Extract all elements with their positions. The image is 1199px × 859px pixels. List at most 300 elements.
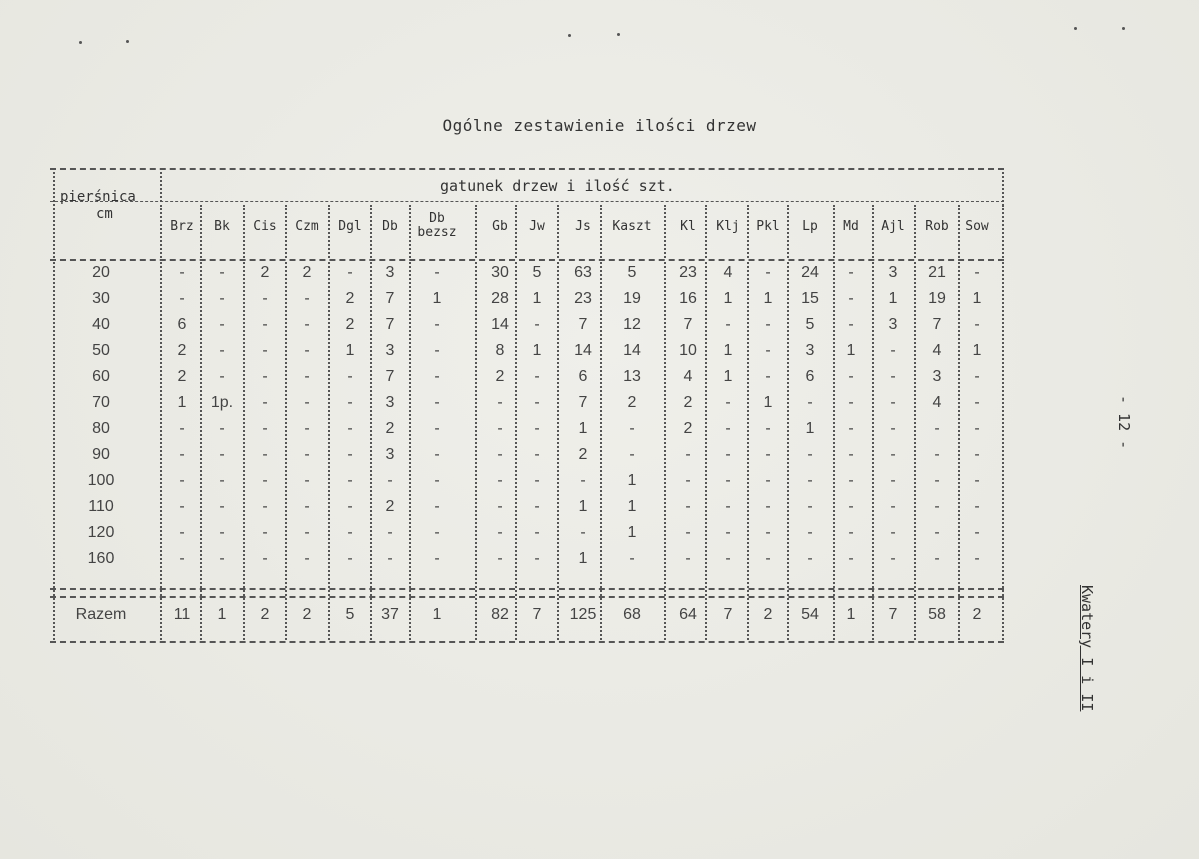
speck — [617, 33, 620, 36]
table-cell: 2 — [302, 264, 312, 281]
table-cell: 7 — [683, 316, 693, 333]
table-cell: - — [580, 524, 586, 541]
table-cell: 2 — [345, 290, 355, 307]
table-divider — [475, 262, 477, 640]
table-cell: 1p. — [210, 394, 234, 411]
table-cell: 19 — [928, 290, 946, 307]
table-cell: - — [934, 420, 940, 437]
table-cell: - — [179, 472, 185, 489]
table-cell: 1 — [578, 498, 588, 515]
table-cell: 14 — [491, 316, 509, 333]
table-cell: 5 — [627, 264, 637, 281]
column-label-diameter: pierśnica — [60, 189, 136, 205]
table-cell: 1 — [972, 342, 982, 359]
table-cell: - — [497, 472, 503, 489]
row-label: 160 — [87, 550, 115, 567]
table-rule — [50, 201, 1004, 202]
table-cell: - — [890, 342, 896, 359]
table-cell: 1 — [177, 394, 187, 411]
table-cell: 23 — [679, 264, 697, 281]
page-number: - 12 - — [1115, 395, 1133, 450]
table-cell: - — [434, 420, 440, 437]
total-cell: 37 — [381, 606, 399, 623]
table-cell: - — [974, 264, 980, 281]
table-cell: - — [179, 524, 185, 541]
total-label: Razem — [75, 606, 127, 623]
total-cell: 1 — [432, 606, 442, 623]
table-cell: - — [434, 446, 440, 463]
table-cell: - — [890, 550, 896, 567]
table-cell: - — [179, 290, 185, 307]
table-cell: - — [725, 550, 731, 567]
row-label: 50 — [92, 342, 110, 359]
total-cell: 1 — [846, 606, 856, 623]
total-cell: 2 — [763, 606, 773, 623]
table-cell: 7 — [932, 316, 942, 333]
table-cell: - — [890, 420, 896, 437]
table-cell: - — [497, 524, 503, 541]
table-cell: - — [262, 472, 268, 489]
table-cell: - — [534, 316, 540, 333]
table-cell: - — [848, 264, 854, 281]
table-cell: - — [807, 498, 813, 515]
table-cell: 2 — [385, 498, 395, 515]
table-cell: - — [347, 498, 353, 515]
table-cell: - — [434, 550, 440, 567]
table-cell: - — [725, 472, 731, 489]
table-cell: 7 — [578, 316, 588, 333]
table-cell: - — [179, 264, 185, 281]
table-cell: 3 — [385, 394, 395, 411]
table-divider — [664, 262, 666, 640]
table-cell: 3 — [888, 316, 898, 333]
table-cell: - — [974, 368, 980, 385]
table-divider — [160, 172, 162, 202]
table-cell: - — [534, 524, 540, 541]
table-cell: - — [497, 446, 503, 463]
table-cell: - — [974, 472, 980, 489]
table-cell: - — [580, 472, 586, 489]
species-header: Jw — [529, 219, 545, 234]
table-cell: - — [725, 498, 731, 515]
table-cell: 4 — [723, 264, 733, 281]
table-cell: - — [347, 420, 353, 437]
table-cell: 3 — [888, 264, 898, 281]
table-divider — [53, 172, 55, 258]
table-cell: - — [219, 368, 225, 385]
table-cell: - — [890, 472, 896, 489]
table-cell: 3 — [385, 264, 395, 281]
species-header: Rob — [925, 219, 949, 234]
table-cell: - — [179, 446, 185, 463]
table-cell: - — [629, 446, 635, 463]
table-cell: - — [347, 472, 353, 489]
table-cell: - — [848, 498, 854, 515]
row-label: 100 — [87, 472, 115, 489]
table-cell: 13 — [623, 368, 641, 385]
table-cell: 1 — [627, 472, 637, 489]
table-cell: - — [179, 420, 185, 437]
table-cell: - — [848, 316, 854, 333]
table-cell: 14 — [623, 342, 641, 359]
table-cell: 16 — [679, 290, 697, 307]
table-cell: - — [534, 472, 540, 489]
table-rule — [50, 588, 1004, 590]
species-group-label: gatunek drzew i ilość szt. — [440, 177, 675, 195]
table-cell: 21 — [928, 264, 946, 281]
table-cell: - — [765, 498, 771, 515]
table-cell: - — [262, 498, 268, 515]
species-header: Klj — [716, 219, 740, 234]
table-cell: - — [219, 472, 225, 489]
table-cell: - — [765, 550, 771, 567]
table-cell: - — [497, 394, 503, 411]
table-cell: - — [497, 550, 503, 567]
table-cell: - — [934, 524, 940, 541]
table-cell: 63 — [574, 264, 592, 281]
table-cell: 7 — [578, 394, 588, 411]
row-label: 80 — [92, 420, 110, 437]
table-cell: - — [434, 524, 440, 541]
table-cell: 1 — [627, 524, 637, 541]
table-cell: - — [765, 316, 771, 333]
table-cell: 2 — [177, 342, 187, 359]
total-cell: 2 — [302, 606, 312, 623]
table-cell: - — [848, 290, 854, 307]
table-cell: 2 — [260, 264, 270, 281]
table-cell: 1 — [723, 342, 733, 359]
table-cell: - — [347, 550, 353, 567]
table-cell: 2 — [495, 368, 505, 385]
row-label: 30 — [92, 290, 110, 307]
table-cell: - — [685, 446, 691, 463]
table-cell: - — [848, 524, 854, 541]
table-cell: 2 — [627, 394, 637, 411]
table-cell: 6 — [177, 316, 187, 333]
table-cell: - — [765, 420, 771, 437]
table-cell: - — [262, 550, 268, 567]
table-cell: 1 — [532, 290, 542, 307]
table-cell: - — [347, 394, 353, 411]
species-header: Sow — [965, 219, 989, 234]
speck — [79, 41, 82, 44]
table-cell: - — [725, 446, 731, 463]
species-header: Bk — [214, 219, 230, 234]
table-cell: - — [219, 446, 225, 463]
table-cell: 14 — [574, 342, 592, 359]
total-cell: 125 — [569, 606, 597, 623]
total-cell: 7 — [723, 606, 733, 623]
table-cell: - — [347, 264, 353, 281]
table-cell: - — [304, 290, 310, 307]
total-cell: 54 — [801, 606, 819, 623]
table-cell: - — [974, 446, 980, 463]
table-cell: - — [262, 394, 268, 411]
row-label: 20 — [92, 264, 110, 281]
table-cell: - — [219, 264, 225, 281]
table-cell: - — [219, 420, 225, 437]
species-header: Lp — [802, 219, 818, 234]
table-cell: - — [434, 368, 440, 385]
species-header: Kaszt — [612, 219, 652, 234]
row-label: 70 — [92, 394, 110, 411]
table-cell: - — [347, 446, 353, 463]
table-cell: - — [765, 524, 771, 541]
table-cell: 15 — [801, 290, 819, 307]
table-cell: - — [387, 550, 393, 567]
table-cell: 4 — [932, 342, 942, 359]
speck — [1122, 27, 1125, 30]
table-cell: - — [848, 472, 854, 489]
table-cell: - — [304, 342, 310, 359]
table-cell: - — [219, 498, 225, 515]
table-cell: 2 — [385, 420, 395, 437]
table-cell: - — [304, 472, 310, 489]
table-cell: - — [890, 446, 896, 463]
table-cell: - — [685, 550, 691, 567]
table-cell: - — [685, 498, 691, 515]
table-cell: 1 — [532, 342, 542, 359]
side-label: Kwatery I i II — [1078, 585, 1096, 712]
table-cell: - — [219, 524, 225, 541]
table-cell: 2 — [683, 394, 693, 411]
table-cell: - — [304, 446, 310, 463]
table-cell: - — [219, 550, 225, 567]
table-cell: - — [934, 498, 940, 515]
table-cell: - — [534, 394, 540, 411]
table-cell: - — [434, 264, 440, 281]
table-cell: 19 — [623, 290, 641, 307]
table-cell: 7 — [385, 368, 395, 385]
total-cell: 7 — [888, 606, 898, 623]
table-cell: - — [304, 316, 310, 333]
table-cell: 6 — [805, 368, 815, 385]
table-cell: 1 — [345, 342, 355, 359]
speck — [126, 40, 129, 43]
row-label: 90 — [92, 446, 110, 463]
table-cell: 1 — [578, 420, 588, 437]
table-cell: 6 — [578, 368, 588, 385]
table-cell: - — [807, 472, 813, 489]
table-cell: - — [434, 472, 440, 489]
table-cell: - — [534, 420, 540, 437]
table-cell: 23 — [574, 290, 592, 307]
table-cell: 5 — [805, 316, 815, 333]
table-cell: - — [179, 498, 185, 515]
species-header: Czm — [295, 219, 319, 234]
table-cell: 7 — [385, 290, 395, 307]
table-cell: - — [534, 550, 540, 567]
table-cell: - — [848, 446, 854, 463]
total-cell: 11 — [173, 606, 191, 623]
table-cell: - — [629, 420, 635, 437]
table-cell: - — [497, 420, 503, 437]
species-header: Db — [382, 219, 398, 234]
table-cell: 5 — [532, 264, 542, 281]
speck — [1074, 27, 1077, 30]
table-cell: - — [262, 524, 268, 541]
species-header: Brz — [170, 219, 194, 234]
table-cell: - — [304, 394, 310, 411]
table-cell: 1 — [627, 498, 637, 515]
table-cell: - — [890, 394, 896, 411]
total-cell: 2 — [972, 606, 982, 623]
species-header: Db bezsz — [417, 211, 457, 240]
total-cell: 1 — [217, 606, 227, 623]
table-cell: - — [434, 498, 440, 515]
table-cell: 2 — [345, 316, 355, 333]
table-rule — [50, 168, 1004, 170]
table-rule — [50, 259, 1004, 261]
table-cell: - — [725, 524, 731, 541]
table-cell: 8 — [495, 342, 505, 359]
table-cell: 7 — [385, 316, 395, 333]
table-cell: 2 — [578, 446, 588, 463]
table-cell: - — [974, 316, 980, 333]
table-cell: - — [934, 550, 940, 567]
table-cell: - — [974, 550, 980, 567]
table-cell: - — [807, 550, 813, 567]
table-cell: - — [434, 316, 440, 333]
table-cell: 1 — [723, 368, 733, 385]
table-cell: - — [890, 368, 896, 385]
table-cell: - — [262, 420, 268, 437]
table-cell: 1 — [763, 290, 773, 307]
table-cell: 1 — [846, 342, 856, 359]
table-cell: 1 — [723, 290, 733, 307]
total-cell: 68 — [623, 606, 641, 623]
table-cell: 1 — [805, 420, 815, 437]
table-cell: - — [497, 498, 503, 515]
table-cell: - — [534, 446, 540, 463]
table-cell: - — [848, 420, 854, 437]
table-divider — [1002, 205, 1004, 258]
table-cell: - — [848, 550, 854, 567]
page-title: Ogólne zestawienie ilości drzew — [442, 116, 757, 135]
table-cell: 1 — [578, 550, 588, 567]
table-cell: - — [304, 368, 310, 385]
total-cell: 7 — [532, 606, 542, 623]
species-header: Dgl — [338, 219, 362, 234]
table-cell: - — [725, 394, 731, 411]
total-cell: 2 — [260, 606, 270, 623]
table-cell: - — [219, 290, 225, 307]
table-cell: 30 — [491, 264, 509, 281]
species-header: Pkl — [756, 219, 780, 234]
table-divider — [53, 262, 55, 640]
table-cell: - — [534, 368, 540, 385]
table-cell: - — [725, 420, 731, 437]
row-label: 60 — [92, 368, 110, 385]
row-label: 110 — [88, 498, 114, 515]
table-cell: 12 — [623, 316, 641, 333]
table-cell: - — [434, 342, 440, 359]
table-cell: - — [304, 498, 310, 515]
table-cell: - — [262, 446, 268, 463]
table-cell: - — [848, 394, 854, 411]
table-cell: - — [179, 550, 185, 567]
table-cell: - — [725, 316, 731, 333]
table-cell: - — [765, 264, 771, 281]
table-cell: 4 — [932, 394, 942, 411]
row-label: 120 — [87, 524, 115, 541]
table-rule — [50, 641, 1004, 643]
table-cell: - — [807, 524, 813, 541]
table-cell: 1 — [763, 394, 773, 411]
table-cell: - — [262, 342, 268, 359]
table-cell: - — [219, 342, 225, 359]
species-header: Ajl — [881, 219, 905, 234]
table-divider — [914, 262, 916, 640]
table-cell: - — [974, 524, 980, 541]
table-cell: 2 — [683, 420, 693, 437]
table-cell: 1 — [432, 290, 442, 307]
species-header: Gb — [492, 219, 508, 234]
table-cell: 1 — [888, 290, 898, 307]
table-cell: - — [890, 498, 896, 515]
table-cell: - — [534, 498, 540, 515]
table-cell: - — [974, 420, 980, 437]
table-cell: 3 — [805, 342, 815, 359]
species-header: Js — [575, 219, 591, 234]
table-divider — [1002, 262, 1004, 640]
table-cell: - — [974, 394, 980, 411]
table-cell: 2 — [177, 368, 187, 385]
table-cell: 1 — [972, 290, 982, 307]
table-cell: - — [262, 316, 268, 333]
table-cell: - — [304, 550, 310, 567]
species-header: Cis — [253, 219, 277, 234]
table-cell: - — [765, 368, 771, 385]
table-cell: 28 — [491, 290, 509, 307]
table-cell: - — [934, 446, 940, 463]
table-cell: - — [629, 550, 635, 567]
table-cell: 3 — [385, 446, 395, 463]
table-cell: - — [262, 368, 268, 385]
table-cell: - — [387, 524, 393, 541]
row-label: 40 — [92, 316, 110, 333]
table-cell: - — [347, 524, 353, 541]
species-header: Md — [843, 219, 859, 234]
table-cell: - — [765, 472, 771, 489]
table-cell: - — [848, 368, 854, 385]
speck — [568, 34, 571, 37]
table-divider — [557, 262, 559, 640]
table-cell: 3 — [385, 342, 395, 359]
total-cell: 64 — [679, 606, 697, 623]
table-cell: - — [262, 290, 268, 307]
table-cell: - — [347, 368, 353, 385]
table-rule — [50, 596, 1004, 598]
table-cell: - — [685, 472, 691, 489]
table-cell: - — [890, 524, 896, 541]
column-label-unit: cm — [96, 206, 113, 222]
table-cell: 3 — [932, 368, 942, 385]
table-cell: - — [807, 394, 813, 411]
total-cell: 58 — [928, 606, 946, 623]
table-cell: - — [685, 524, 691, 541]
table-cell: - — [765, 342, 771, 359]
total-cell: 82 — [491, 606, 509, 623]
table-cell: - — [434, 394, 440, 411]
table-cell: - — [304, 524, 310, 541]
table-cell: - — [934, 472, 940, 489]
table-cell: - — [974, 498, 980, 515]
table-cell: - — [765, 446, 771, 463]
table-cell: - — [219, 316, 225, 333]
table-cell: 4 — [683, 368, 693, 385]
table-cell: - — [807, 446, 813, 463]
